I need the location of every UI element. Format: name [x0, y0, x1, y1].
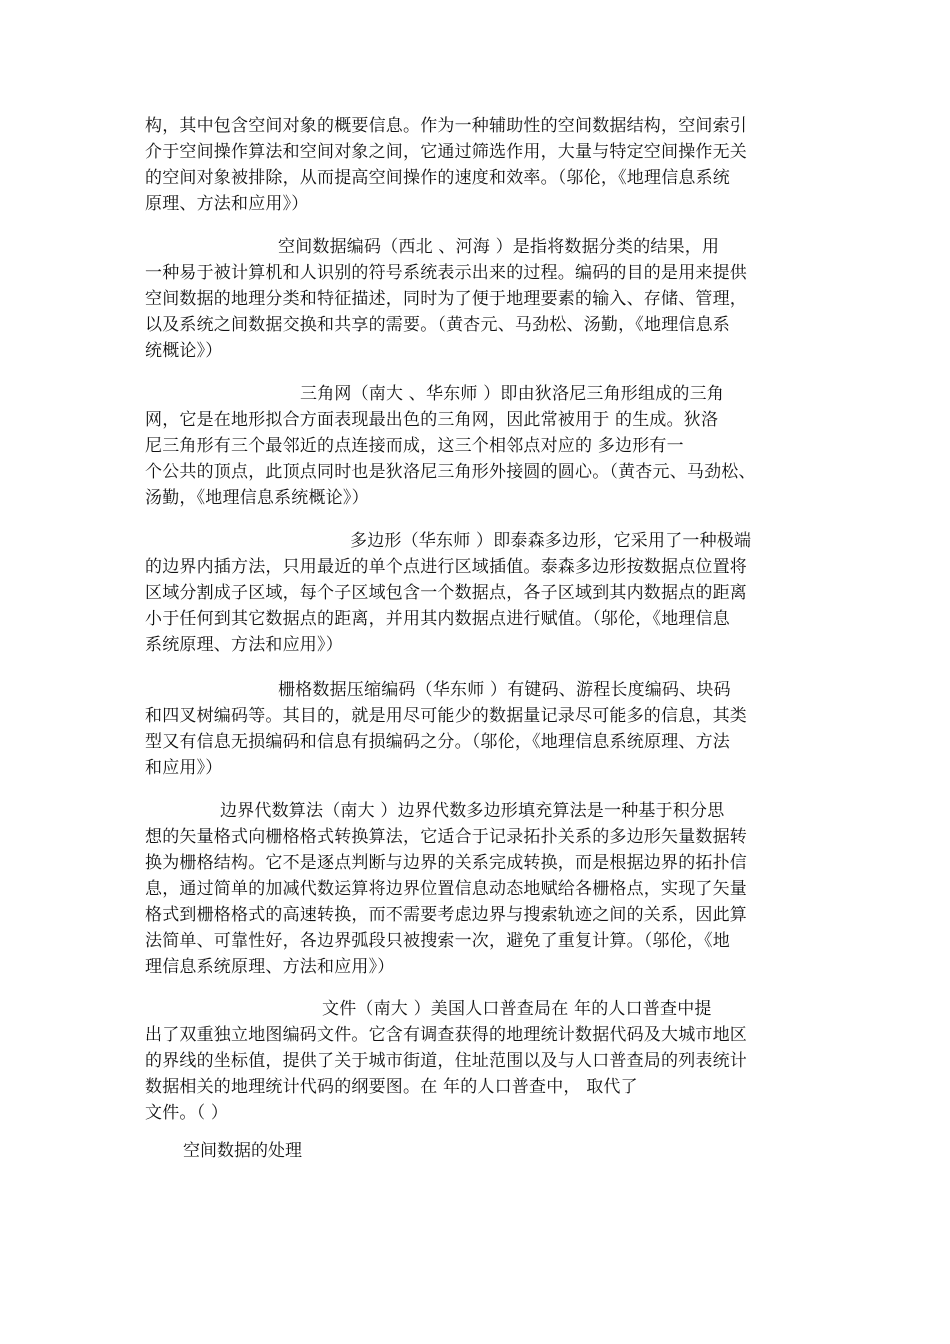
text-line: 的边界内插方法，只用最近的单个点进行区域插值。泰森多边形按数据点位置将 — [145, 557, 747, 577]
section-heading: 空间数据的处理 — [183, 1141, 302, 1161]
text-line: 文件（南大 ）美国人口普查局在 年的人口普查中提 — [322, 999, 712, 1019]
text-line: 文件。（ ） — [145, 1103, 229, 1123]
text-line: 的空间对象被排除，从而提高空间操作的速度和效率。（邬伦，《地理信息系统 — [145, 168, 730, 188]
text-line: 理信息系统原理、方法和应用》） — [145, 957, 395, 977]
text-line: 空间数据的地理分类和特征描述，同时为了便于地理要素的输入、存储、管理， — [145, 289, 747, 309]
paragraph-triangulated-network — [145, 381, 811, 511]
text-line: 出了双重独立地图编码文件。它含有调查获得的地理统计数据代码及大城市地区 — [145, 1025, 747, 1045]
text-line: 多边形（华东师 ）即泰森多边形，它采用了一种极端 — [350, 531, 752, 551]
text-line: 统概论》） — [145, 341, 223, 361]
text-line: 和四叉树编码等。其目的，就是用尽可能少的数据量记录尽可能多的信息，其类 — [145, 706, 747, 726]
paragraph-boundary-algebra — [145, 798, 811, 980]
text-line: 息，通过简单的加减代数运算将边界位置信息动态地赋给各栅格点，实现了矢量 — [145, 879, 747, 899]
text-line: 格式到栅格格式的高速转换，而不需要考虑边界与搜索轨迹之间的关系，因此算 — [145, 905, 747, 925]
text-line: 边界代数算法（南大 ）边界代数多边形填充算法是一种基于积分思 — [220, 801, 725, 821]
text-line: 一种易于被计算机和人识别的符号系统表示出来的过程。编码的目的是用来提供 — [145, 263, 747, 283]
text-line: 栅格数据压缩编码（华东师 ）有键码、游程长度编码、块码 — [278, 680, 731, 700]
text-line: 个公共的顶点，此顶点同时也是狄洛尼三角形外接圆的圆心。（黄杏元、马劲松、 — [145, 462, 756, 482]
text-line: 数据相关的地理统计代码的纲要图。在 年的人口普查中， 取代了 — [145, 1077, 638, 1097]
paragraph-file — [145, 996, 811, 1126]
text-line: 介于空间操作算法和空间对象之间，它通过筛选作用，大量与特定空间操作无关 — [145, 142, 747, 162]
paragraph-spatial-index — [145, 113, 811, 217]
text-line: 换为栅格结构。它不是逐点判断与边界的关系完成转换，而是根据边界的拓扑信 — [145, 853, 747, 873]
text-line: 区域分割成子区域，每个子区域包含一个数据点，各子区域到其内数据点的距离 — [145, 583, 747, 603]
text-line: 三角网（南大 、华东师 ）即由狄洛尼三角形组成的三角 — [300, 384, 725, 404]
text-line: 以及系统之间数据交换和共享的需要。（黄杏元、马劲松、汤勤，《地理信息系 — [145, 315, 730, 335]
paragraph-spatial-data-encoding — [145, 234, 811, 364]
text-line: 原理、方法和应用》） — [145, 194, 309, 214]
text-line: 法简单、可靠性好，各边界弧段只被搜索一次，避免了重复计算。（邬伦，《地 — [145, 931, 730, 951]
paragraph-polygon — [145, 528, 811, 658]
text-line: 的界线的坐标值，提供了关于城市街道，住址范围以及与人口普查局的列表统计 — [145, 1051, 747, 1071]
text-line: 汤勤，《地理信息系统概论》） — [145, 488, 369, 508]
paragraph-raster-compression — [145, 677, 811, 781]
text-line: 想的矢量格式向栅格格式转换算法，它适合于记录拓扑关系的多边形矢量数据转 — [145, 827, 747, 847]
text-line: 型又有信息无损编码和信息有损编码之分。（邬伦，《地理信息系统原理、方法 — [145, 732, 730, 752]
text-line: 和应用》） — [145, 758, 223, 778]
text-line: 网，它是在地形拟合方面表现最出色的三角网，因此常被用于 的生成。狄洛 — [145, 410, 719, 430]
text-line: 小于任何到其它数据点的距离，并用其内数据点进行赋值。（邬伦，《地理信息 — [145, 609, 730, 629]
text-line: 构，其中包含空间对象的概要信息。作为一种辅助性的空间数据结构，空间索引 — [145, 116, 747, 136]
text-line: 尼三角形有三个最邻近的点连接而成，这三个相邻点对应的 多边形有一 — [145, 436, 684, 456]
text-line: 空间数据编码（西北 、河海 ）是指将数据分类的结果，用 — [278, 237, 720, 257]
text-line: 系统原理、方法和应用》） — [145, 635, 343, 655]
